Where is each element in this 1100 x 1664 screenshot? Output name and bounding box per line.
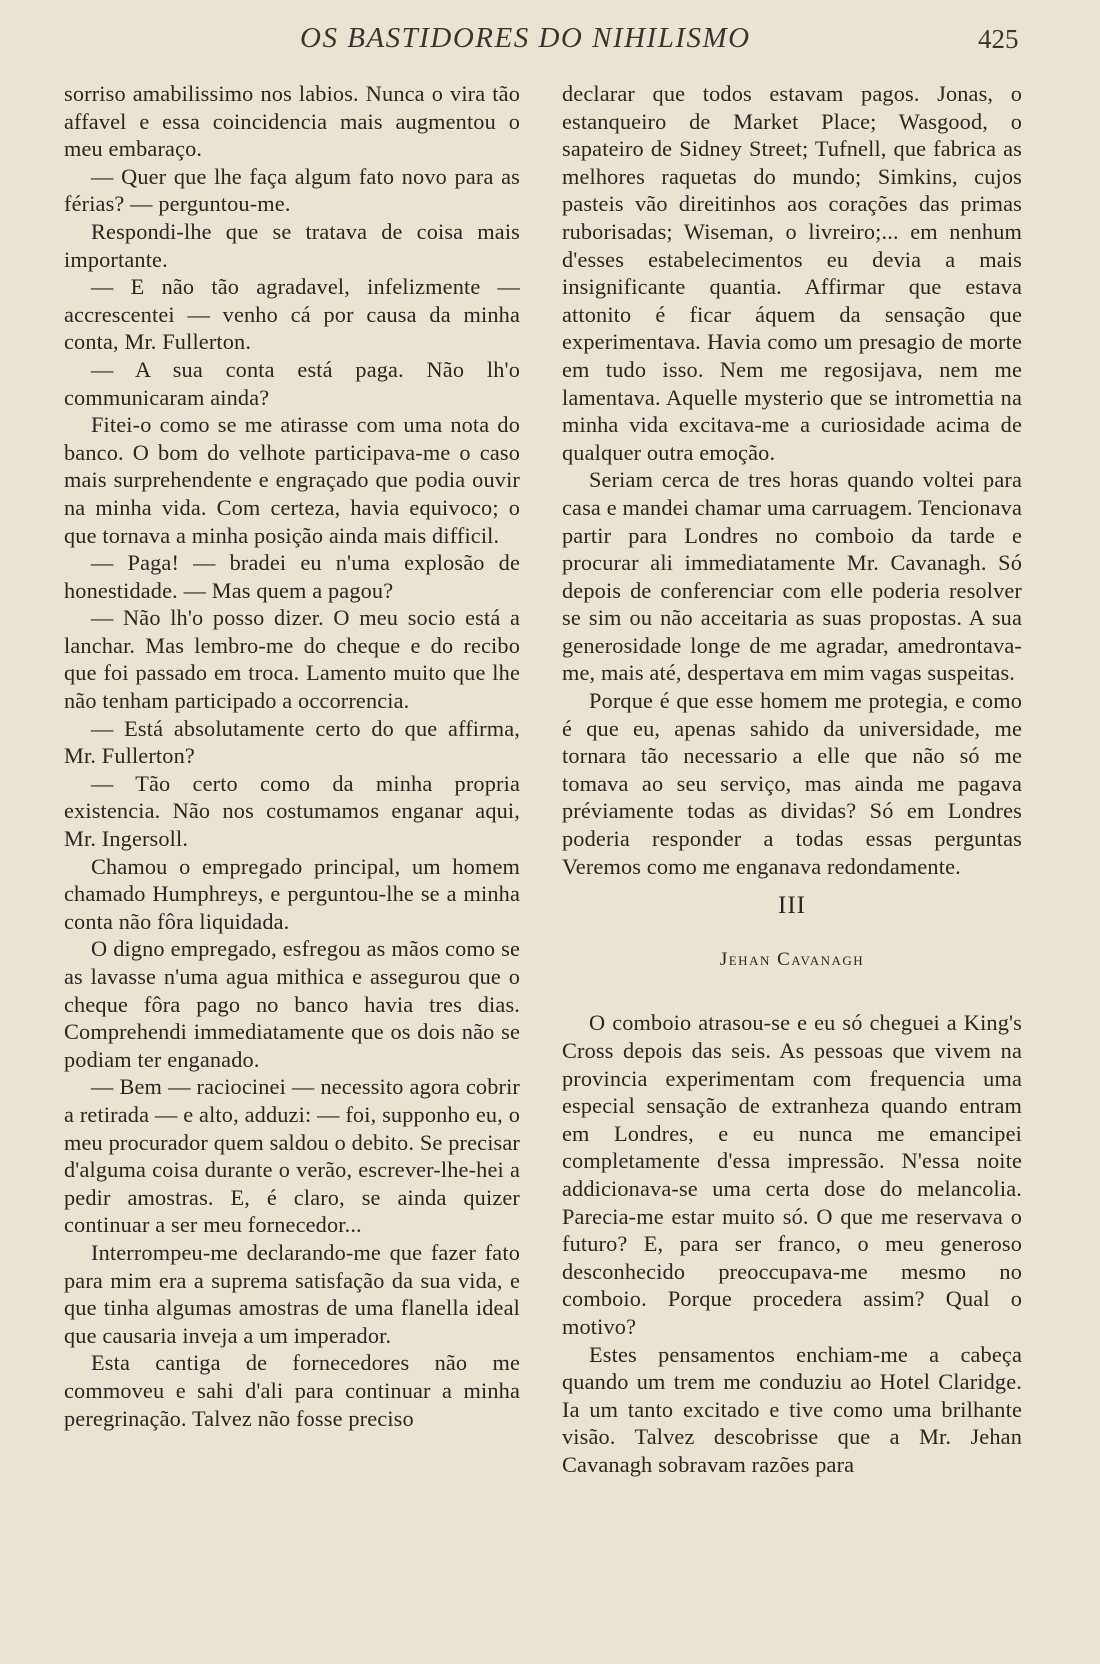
section-number: III: [778, 892, 806, 920]
paragraph: Seriam cerca de tres horas quando voltei para casa e mandei chamar uma carruagem. Tencionava partir para Londres no comboio da tarde e procurar ali immediatamente Mr. Cavanagh. Só depois de conferenciar com elle poderia resolver se sim ou não acceitaria as suas propostas. A sua generosidade longe de me agradar, amedrontava-me, mais até, despertava em mim vagas suspeitas.: [562, 467, 1022, 686]
paragraph: — A sua conta está paga. Não lh'o communicaram ainda?: [64, 356, 520, 410]
paragraph: Chamou o empregado principal, um homem chamado Humphreys, e perguntou-lhe se a minha conta não fôra liquidada.: [64, 853, 520, 934]
paragraph: Esta cantiga de fornecedores não me commoveu e sahi d'ali para continuar a minha peregrinação. Talvez não fosse preciso: [64, 1350, 520, 1431]
paragraph: — Bem — raciocinei — necessito agora cobrir a retirada — e alto, adduzi: — foi, supponho eu, o meu procurador quem saldou o debito. Se precisar d'alguma coisa durante o verão, escrever-lhe-hei a pedir amostras. E, é claro, se ainda quizer continuar a ser meu fornecedor...: [64, 1074, 520, 1238]
paragraph: Fitei-o como se me atirasse com uma nota do banco. O bom do velhote participava-me o caso mais surprehendente e engraçado que podia ouvir na minha vida. Com certeza, havia equivoco; o que tornava a minha posição ainda mais difficil.: [64, 412, 520, 548]
section-title: Jehan Cavanagh: [719, 948, 865, 970]
paragraph: O digno empregado, esfregou as mãos como se as lavasse n'uma agua mithica e assegurou que o cheque fôra pago no banco havia tres dias. Comprehendi immediatamente que os dois não se podiam ter enganado.: [64, 936, 520, 1072]
paragraph: declarar que todos estavam pagos. Jonas, o estanqueiro de Market Place; Wasgood, o sapateiro de Sidney Street; Tufnell, que fabrica as melhores raquetas do mundo; Simkins, cujos pasteis vão direitinhos aos corações das primas ruborisadas; Wiseman, o livreiro;... em nenhum d'esses estabelecimentos eu devia a mais insignificante quantia. Affirmar que estava attonito é ficar áquem da sensação que experimentava. Havia como um presagio de morte em tudo isso. Nem me regosijava, nem me lamentava. Aquelle mysterio que se intromettia na minha vida excitava-me a curiosidade acima de qualquer outra emoção.: [562, 81, 1022, 465]
right-column: [562, 80, 1022, 1479]
paragraph: — Quer que lhe faça algum fato novo para as férias? — perguntou-me.: [64, 163, 520, 217]
paragraph: sorriso amabilissimo nos labios. Nunca o vira tão affavel e essa coincidencia mais augmentou o meu embaraço.: [64, 81, 520, 162]
paragraph: — E não tão agradavel, infelizmente — accrescentei — venho cá por causa da minha conta, Mr. Fullerton.: [64, 274, 520, 355]
left-column: [64, 80, 520, 1432]
paragraph: — Está absolutamente certo do que affirma, Mr. Fullerton?: [64, 715, 520, 769]
page-number: 425: [978, 24, 1019, 54]
paragraph: Porque é que esse homem me protegia, e como é que eu, apenas sahido da universidade, me tornara tão necessario a elle que não só me tomava ao seu serviço, mas ainda me pagava préviamente todas as dividas? Só em Londres poderia responder a todas essas perguntas Veremos como me enganava redondamente.: [562, 688, 1022, 879]
paragraph: Estes pensamentos enchiam-me a cabeça quando um trem me conduziu ao Hotel Claridge. Ia um tanto excitado e tive como uma brilhante visão. Talvez descobrisse que a Mr. Jehan Cavanagh sobravam razões para: [562, 1341, 1022, 1477]
paragraph: — Tão certo como da minha propria existencia. Não nos costumamos enganar aqui, Mr. Ingersoll.: [64, 770, 520, 852]
paragraph: Respondi-lhe que se tratava de coisa mais importante.: [64, 218, 520, 272]
paragraph: Interrompeu-me declarando-me que fazer fato para mim era a suprema satisfação da sua vida, e que tinha algumas amostras de uma flanella ideal que causaria inveja a um imperador.: [64, 1239, 520, 1348]
paragraph: O comboio atrasou-se e eu só cheguei a King's Cross depois das seis. As pessoas que vivem na provincia experimentam com frequencia uma especial sensação de extranheza quando entram em Londres, e eu nunca me emancipei completamente d'essa impressão. N'essa noite addicionava-se uma certa dose do melancolia. Parecia-me estar muito só. O que me reservava o futuro? E, para ser franco, o meu generoso desconhecido preoccupava-me mesmo no comboio. Porque procedera assim? Qual o motivo?: [562, 1010, 1022, 1339]
paragraph: — Paga! — bradei eu n'uma explosão de honestidade. — Mas quem a pagou?: [64, 550, 520, 603]
paragraph: — Não lh'o posso dizer. O meu socio está a lanchar. Mas lembro-me do cheque e do recibo que foi passado em troca. Lamento muito que lhe não tenham participado a occorrencia.: [64, 605, 520, 714]
running-title: OS BASTIDORES DO NIHILISMO: [300, 22, 751, 54]
